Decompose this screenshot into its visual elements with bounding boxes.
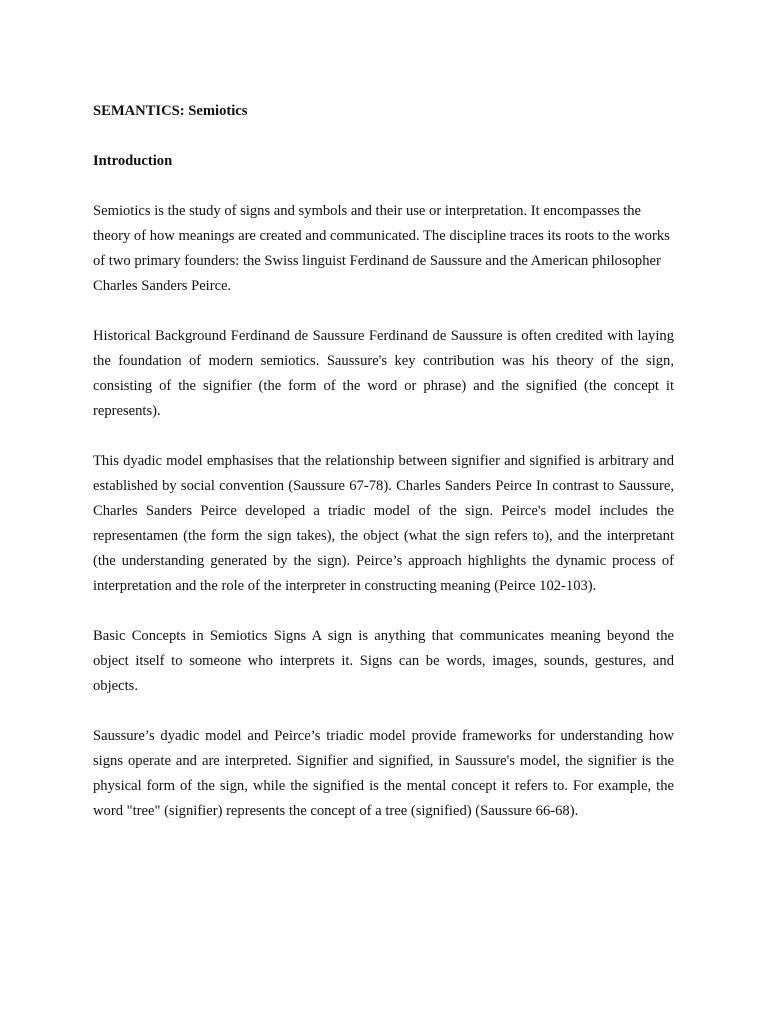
paragraph-intro: Semiotics is the study of signs and symbols and their use or interpretation. It encompasses the theory of how meanings are created and communicated. The discipline traces its roots to the works of two primary founders: the Swiss linguist Ferdinand de Saussure and the American philosopher Charles Sanders Peirce.: [93, 203, 670, 294]
document-title: SEMANTICS: Semiotics: [93, 103, 248, 119]
paragraph-models-comparison: Saussure’s dyadic model and Peirce’s triadic model provide frameworks for understanding how signs operate and are interpreted. Signifier and signified, in Saussure's model, the signifier is the physical form of the sign, while the signified is the mental concept it refers to. For example, the word "tree" (signifier) represents the concept of a tree (signified) (Saussure 66-68).: [93, 728, 674, 819]
paragraph-historical-background: Historical Background Ferdinand de Saussure Ferdinand de Saussure is often credited with laying the foundation of modern semiotics. Saussure's key contribution was his theory of the sign, consisting of the signifier (the form of the word or phrase) and the signified (the concept it represents).: [93, 328, 674, 419]
paragraph-basic-concepts: Basic Concepts in Semiotics Signs A sign is anything that communicates meaning beyond the object itself to someone who interprets it. Signs can be words, images, sounds, gestures, and objects.: [93, 628, 674, 694]
section-heading: Introduction: [93, 153, 173, 169]
paragraph-dyadic-model: This dyadic model emphasises that the relationship between signifier and signified is arbitrary and established by social convention (Saussure 67-78). Charles Sanders Peirce In contrast to Saussure, Charles Sanders Peirce developed a triadic model of the sign. Peirce's model includes the representamen (the form the sign takes), the object (what the sign refers to), and the interpretant (the understanding generated by the sign). Peirce’s approach highlights the dynamic process of interpretation and the role of the interpreter in constructing meaning (Peirce 102-103).: [93, 453, 674, 594]
